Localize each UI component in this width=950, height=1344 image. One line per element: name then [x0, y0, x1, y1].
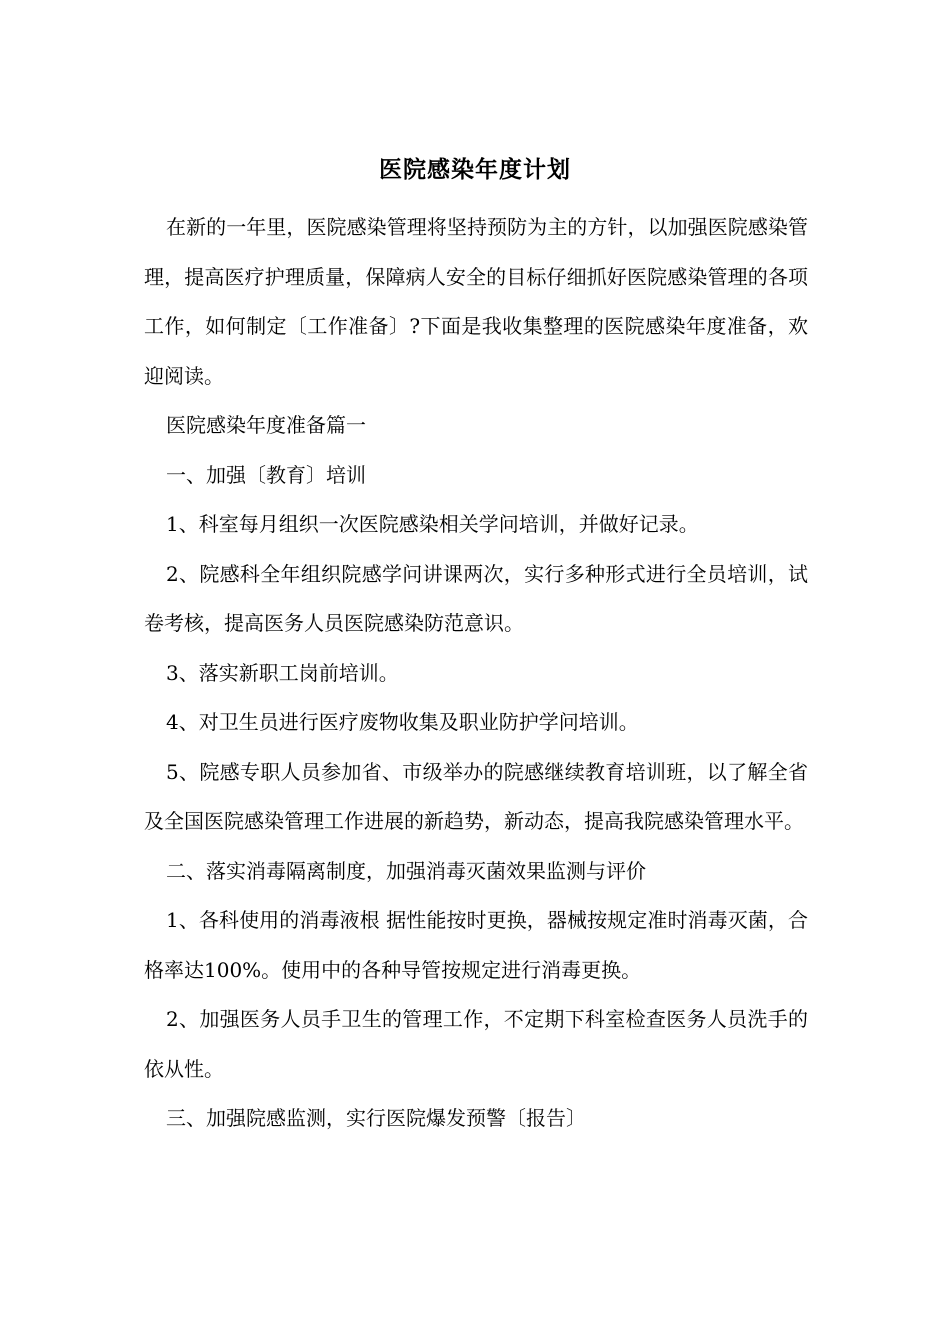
section-heading-monitoring: 三、加强院感监测，实行医院爆发预警〔报告〕 — [166, 1106, 586, 1130]
list-item: 2、院感科全年组织院感学问讲课两次，实行多种形式进行全员培训，试卷考核，提高医务人员医院感染防范意识。 — [144, 561, 808, 635]
document-title: 医院感染年度计划 — [379, 156, 571, 183]
intro-paragraph: 在新的一年里，医院感染管理将坚持预防为主的方针，以加强医院感染管理，提高医疗护理质量，保障病人安全的目标仔细抓好医院感染管理的各项工作，如何制定〔工作准备〕?下面是我收集整理的医院感染年度准备，欢迎阅读。 — [144, 215, 808, 388]
section-heading-training: 一、加强〔教育〕培训 — [166, 462, 366, 487]
list-item: 4、对卫生员进行医疗废物收集及职业防护学问培训。 — [166, 710, 639, 734]
list-item: 2、加强医务人员手卫生的管理工作，不定期下科室检查医务人员洗手的依从性。 — [144, 1007, 808, 1081]
section-heading-plan-one: 医院感染年度准备篇一 — [166, 413, 366, 437]
list-item: 1、科室每月组织一次医院感染相关学问培训，并做好记录。 — [166, 512, 699, 536]
list-item: 1、各科使用的消毒液根 据性能按时更换，器械按规定准时消毒灭菌，合格率达100%。使用中的各种导管按规定进行消毒更换。 — [144, 908, 808, 982]
document-body — [144, 203, 808, 1144]
section-heading-disinfection: 二、落实消毒隔离制度，加强消毒灭菌效果监测与评价 — [166, 858, 646, 883]
list-item: 5、院感专职人员参加省、市级举办的院感继续教育培训班，以了解全省及全国医院感染管理工作进展的新趋势，新动态，提高我院感染管理水平。 — [144, 759, 808, 833]
list-item: 3、落实新职工岗前培训。 — [166, 660, 399, 685]
